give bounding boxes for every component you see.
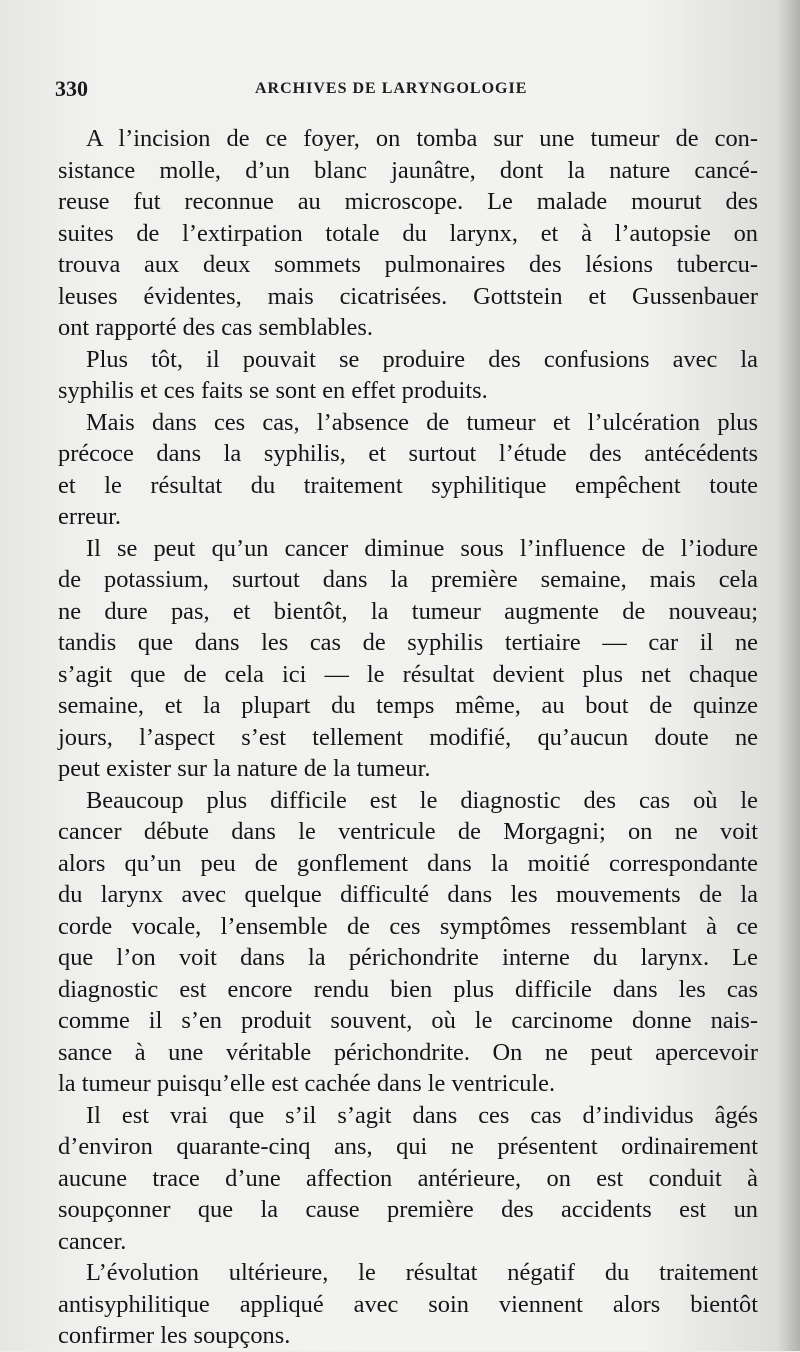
- text-line: diagnostic est encore rendu bien plus difficile dans les cas: [58, 975, 758, 1003]
- page-number: 330: [55, 76, 88, 101]
- text-line: comme il s’en produit souvent, où le carcinome donne nais-: [58, 1007, 758, 1034]
- text-line: A l’incision de ce foyer, on tomba sur une tumeur de con-: [86, 125, 758, 152]
- text-line: jours, l’aspect s’est tellement modifié, qu’aucun doute ne: [58, 723, 758, 751]
- text-line: Il se peut qu’un cancer diminue sous l’influence de l’iodure: [86, 534, 758, 562]
- text-line: antisyphilitique appliqué avec soin viennent alors bientôt: [58, 1290, 758, 1318]
- page-edge-shadow: [778, 0, 800, 1351]
- text-line: reuse fut reconnue au microscope. Le malade mourut des: [58, 188, 758, 215]
- text-line: syphilis et ces faits se sont en effet produits.: [58, 377, 488, 404]
- running-title: ARCHIVES DE LARYNGOLOGIE: [255, 80, 528, 97]
- text-line: corde vocale, l’ensemble de ces symptômes ressemblant à ce: [58, 912, 758, 940]
- text-line: cancer débute dans le ventricule de Morgagni; on ne voit: [58, 818, 758, 845]
- text-line: et le résultat du traitement syphilitique empêchent toute: [58, 471, 758, 499]
- text-line: Il est vrai que s’il s’agit dans ces cas d’individus âgés: [86, 1101, 758, 1129]
- text-line: L’évolution ultérieure, le résultat négatif du traitement: [86, 1259, 758, 1286]
- text-line: alors qu’un peu de gonflement dans la moitié correspondante: [58, 849, 758, 877]
- text-line: cancer.: [58, 1227, 127, 1255]
- text-line: s’agit que de cela ici — le résultat devient plus net chaque: [58, 660, 758, 688]
- text-line: la tumeur puisqu’elle est cachée dans le ventricule.: [58, 1070, 556, 1097]
- text-line: que l’on voit dans la périchondrite interne du larynx. Le: [58, 944, 758, 971]
- text-line: de potassium, surtout dans la première semaine, mais cela: [58, 566, 758, 593]
- text-line: Beaucoup plus difficile est le diagnostic des cas où le: [86, 786, 758, 814]
- page-header: [55, 76, 745, 106]
- text-line: sistance molle, d’un blanc jaunâtre, dont la nature cancé-: [58, 156, 758, 184]
- text-line: tandis que dans les cas de syphilis tertiaire — car il ne: [58, 629, 758, 656]
- text-line: erreur.: [58, 503, 121, 530]
- text-line: du larynx avec quelque difficulté dans les mouvements de la: [58, 881, 758, 908]
- text-line: peut exister sur la nature de la tumeur.: [58, 755, 431, 782]
- text-line: leuses évidentes, mais cicatrisées. Gottstein et Gussenbauer: [58, 282, 758, 310]
- text-line: soupçonner que la cause première des accidents est un: [58, 1196, 758, 1223]
- text-line: d’environ quarante-cinq ans, qui ne présentent ordinairement: [58, 1133, 758, 1160]
- text-line: ne dure pas, et bientôt, la tumeur augmente de nouveau;: [58, 597, 758, 625]
- text-line: Mais dans ces cas, l’absence de tumeur et l’ulcération plus: [86, 408, 758, 436]
- text-line: sance à une véritable périchondrite. On ne peut apercevoir: [58, 1038, 758, 1066]
- text-line: Plus tôt, il pouvait se produire des confusions avec la: [86, 345, 758, 373]
- text-line: précoce dans la syphilis, et surtout l’étude des antécédents: [58, 440, 758, 467]
- text-line: trouva aux deux sommets pulmonaires des lésions tubercu-: [58, 251, 758, 278]
- text-line: aucune trace d’une affection antérieure, on est conduit à: [58, 1164, 758, 1192]
- text-line: ont rapporté des cas semblables.: [58, 314, 373, 341]
- text-line: confirmer les soupçons.: [58, 1322, 291, 1349]
- text-line: suites de l’extirpation totale du larynx, et à l’autopsie on: [58, 219, 758, 247]
- text-line: semaine, et la plupart du temps même, au bout de quinze: [58, 692, 758, 719]
- body-text: [58, 123, 758, 1352]
